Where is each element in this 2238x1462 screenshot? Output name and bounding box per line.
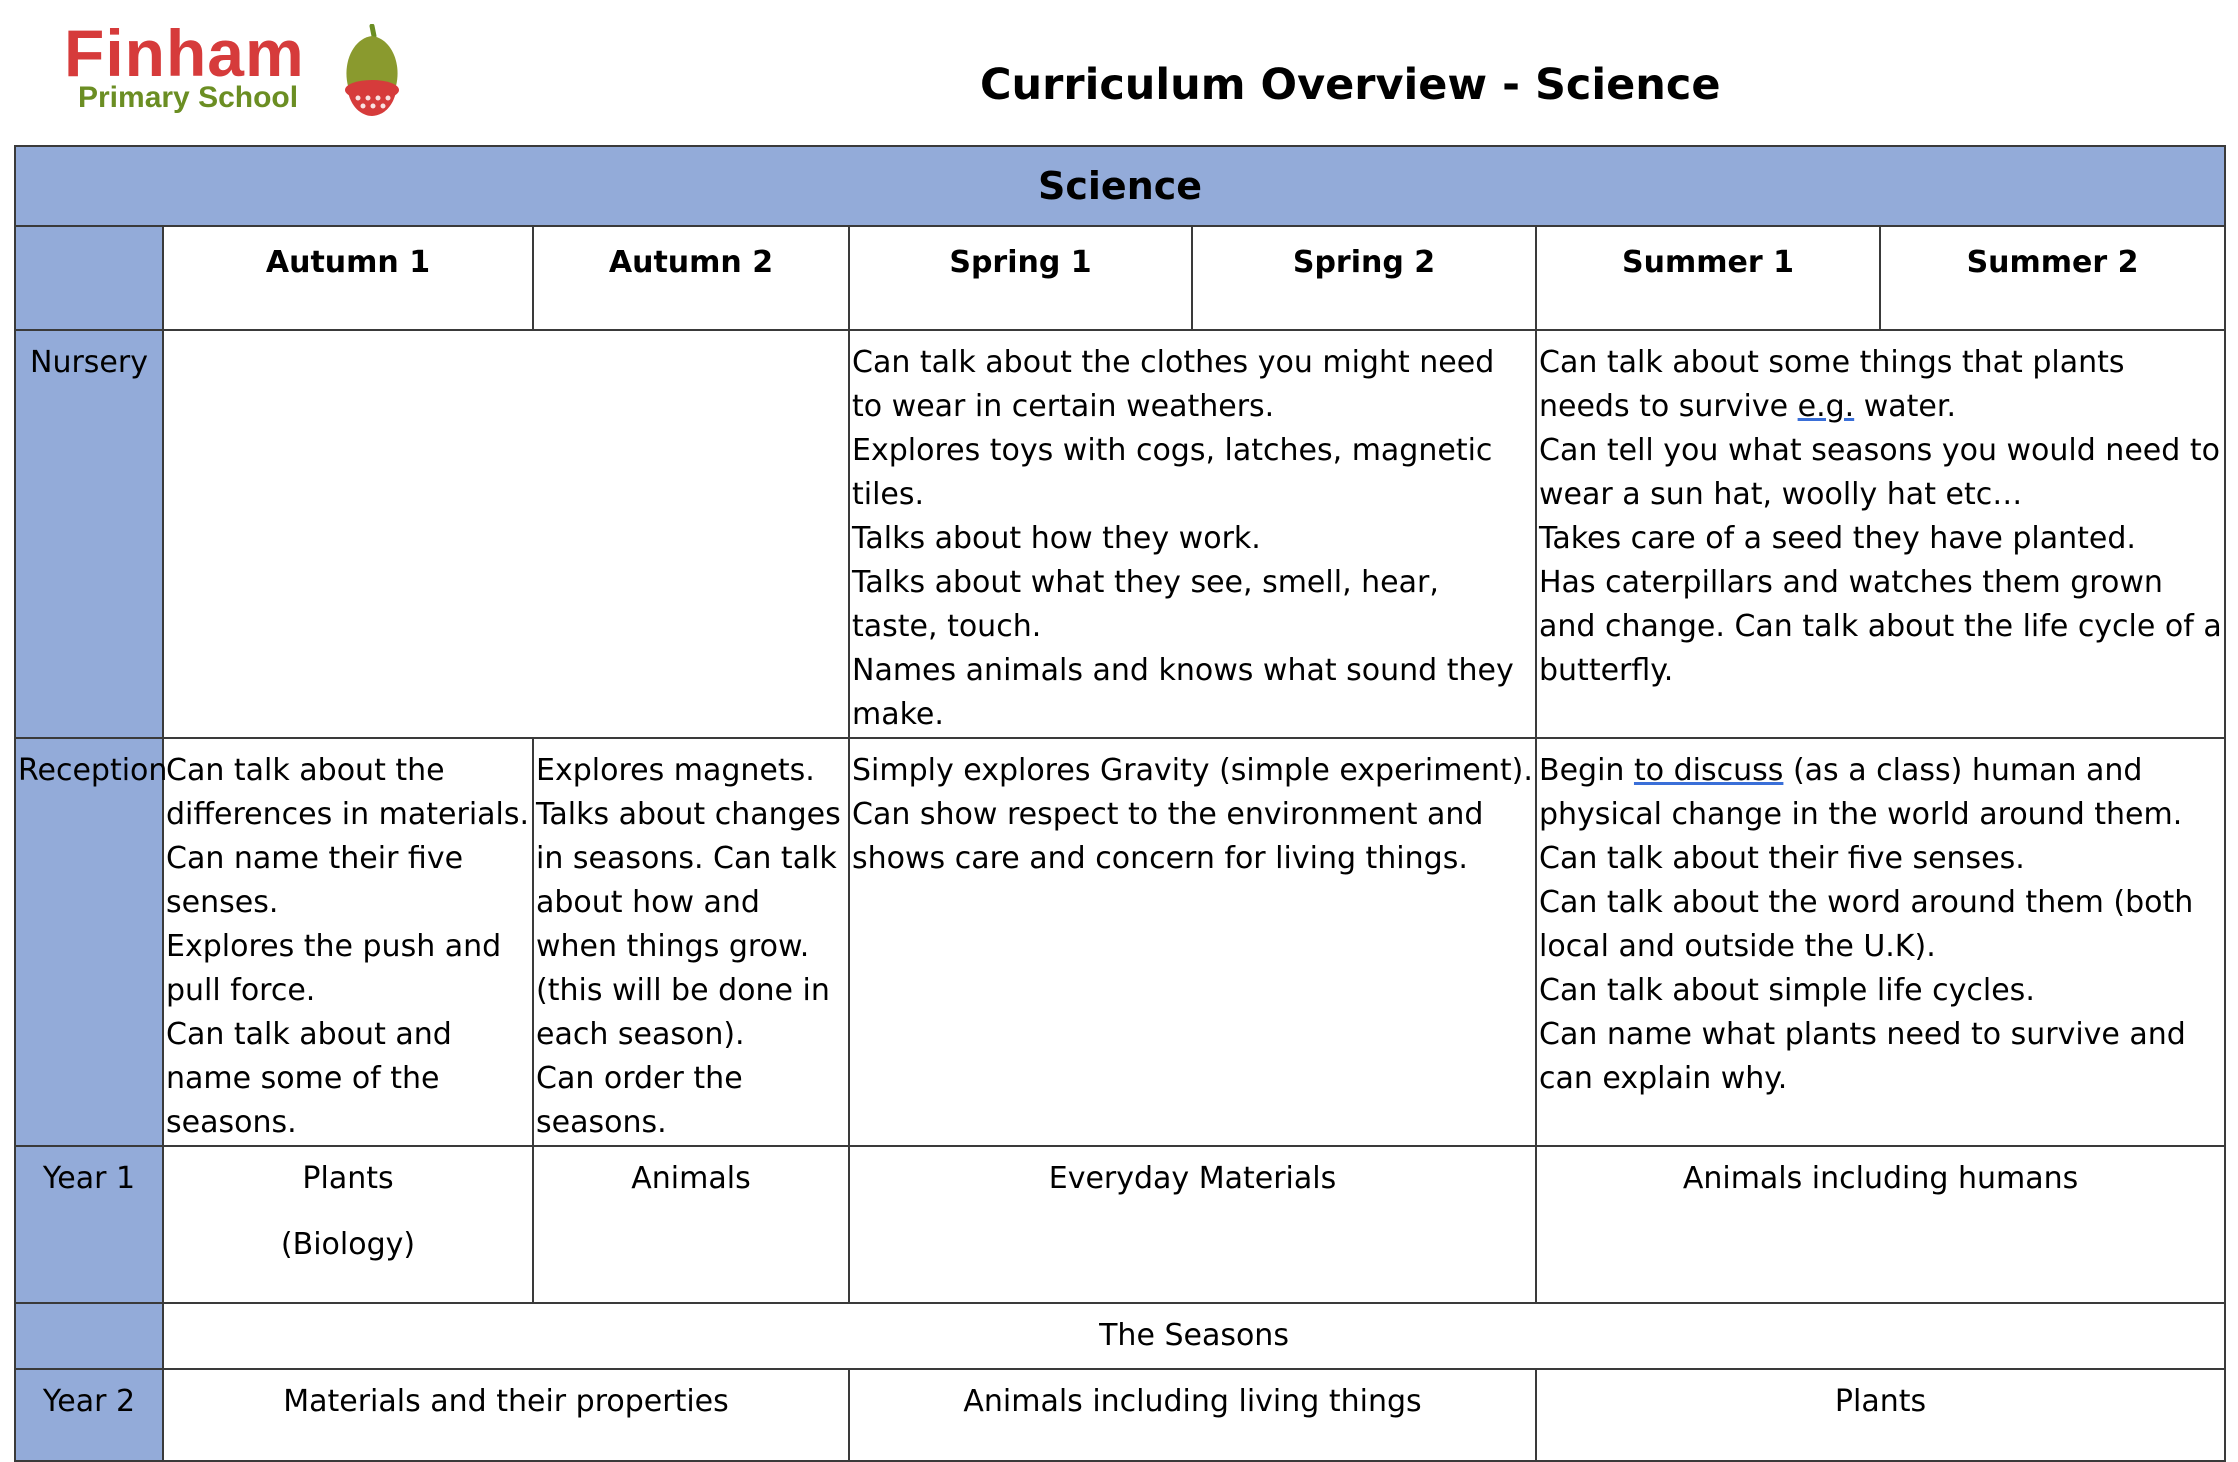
list-item: Explores the push and pull force. [166, 929, 502, 1008]
topic-title: Plants [302, 1161, 394, 1196]
reception-summer-cell [1536, 738, 2225, 1146]
row-label: Year 1 [15, 1146, 163, 1303]
list-item: Takes care of a seed they have planted. [1539, 521, 2136, 556]
nursery-summer-cell [1536, 330, 2225, 738]
curriculum-table [14, 145, 2226, 1462]
subject-heading: Science [15, 146, 2225, 226]
list-item: Simply explores Gravity (simple experiment). [852, 753, 1533, 788]
list-item: Names animals and knows what sound they make. [852, 653, 1514, 732]
term-header: Autumn 1 [163, 226, 533, 330]
term-header: Autumn 2 [533, 226, 849, 330]
reception-autumn2-cell [533, 738, 849, 1146]
year1-autumn2-cell: Animals [533, 1146, 849, 1303]
year1-autumn1-cell [163, 1146, 533, 1303]
nursery-autumn-cell [163, 330, 849, 738]
list-item: Talks about changes in seasons. Can talk about how and when things grow. (this will be done in each season). [536, 797, 841, 1052]
underlined-text: to discuss [1633, 753, 1784, 788]
reception-spring-cell [849, 738, 1536, 1146]
list-item [1539, 341, 2222, 429]
nursery-spring-cell [849, 330, 1536, 738]
reception-autumn1-cell [163, 738, 533, 1146]
list-item: Explores toys with cogs, latches, magnetic tiles. [852, 433, 1493, 512]
year2-autumn-cell: Materials and their properties [163, 1369, 849, 1461]
row-label: Year 2 [15, 1369, 163, 1461]
nursery-row [15, 330, 2225, 738]
underlined-text: e.g. [1797, 389, 1855, 424]
term-header: Summer 2 [1880, 226, 2225, 330]
list-item: Can talk about their five senses. [1539, 841, 2025, 876]
list-item: Can talk about the clothes you might need to wear in certain weathers. [852, 345, 1495, 424]
reception-row [15, 738, 2225, 1146]
text-segment: Begin [1539, 753, 1634, 788]
list-item [1539, 749, 2222, 837]
list-item: Can show respect to the environment and shows care and concern for living things. [852, 797, 1484, 876]
term-header-row [15, 226, 2225, 330]
acorn-icon [338, 24, 406, 118]
list-item: Can order the seasons. [536, 1061, 743, 1140]
list-item: Talks about what they see, smell, hear, taste, touch. [852, 565, 1439, 644]
page-title: Curriculum Overview - Science [980, 60, 1721, 110]
list-item: Can talk about and name some of the seasons. [166, 1017, 452, 1140]
term-header: Spring 2 [1192, 226, 1536, 330]
list-item: Has caterpillars and watches them grown and change. Can talk about the life cycle of a butterfly. [1539, 565, 2222, 688]
list-item: Can tell you what seasons you would need to wear a sun hat, woolly hat etc… [1539, 433, 2220, 512]
logo-subtitle: Primary School [78, 81, 299, 114]
logo-name: Finham [64, 16, 305, 90]
row-label: Nursery [15, 330, 163, 738]
year1-summer-cell: Animals including humans [1536, 1146, 2225, 1303]
list-item: Can name what plants need to survive and can explain why. [1539, 1017, 2186, 1096]
list-item: Talks about how they work. [852, 521, 1261, 556]
text-segment: water. [1854, 389, 1956, 424]
year2-summer-cell: Plants [1536, 1369, 2225, 1461]
year2-row [15, 1369, 2225, 1461]
year1-row [15, 1146, 2225, 1303]
term-header: Spring 1 [849, 226, 1192, 330]
row-label-blank [15, 1303, 163, 1369]
list-item: Can talk about the differences in materials. [166, 753, 530, 832]
text-segment: Can talk about some things that plants needs to survive [1539, 345, 2125, 424]
list-item: Can talk about the word around them (both local and outside the U.K). [1539, 885, 2194, 964]
topic-subtitle: (Biology) [280, 1227, 416, 1262]
row-label: Reception [15, 738, 163, 1146]
seasons-row [15, 1303, 2225, 1369]
text-segment: (as a class) human and physical change in the world around them. [1539, 753, 2183, 832]
row-label-blank [15, 226, 163, 330]
list-item: Can talk about simple life cycles. [1539, 973, 2035, 1008]
year2-spring-cell: Animals including living things [849, 1369, 1536, 1461]
year1-spring-cell: Everyday Materials [849, 1146, 1536, 1303]
list-item: Explores magnets. [536, 753, 815, 788]
term-header: Summer 1 [1536, 226, 1880, 330]
seasons-cell: The Seasons [163, 1303, 2225, 1369]
list-item: Can name their five senses. [166, 841, 464, 920]
school-logo [60, 18, 405, 118]
